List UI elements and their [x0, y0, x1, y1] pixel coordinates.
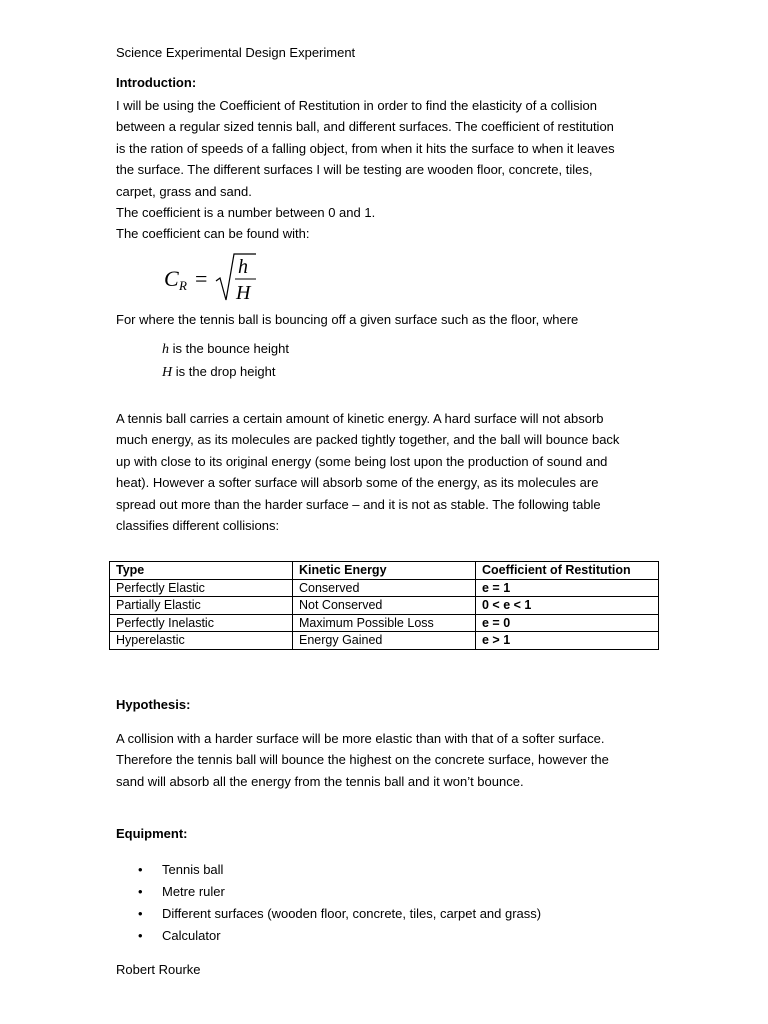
- hypothesis-line: sand will absorb all the energy from the tennis ball and it won’t bounce.: [116, 773, 524, 789]
- list-item: [116, 859, 541, 881]
- list-item: [116, 925, 541, 947]
- table-row: [110, 597, 659, 615]
- energy-line: much energy, as its molecules are packed tightly together, and the ball will bounce back: [116, 432, 620, 448]
- table-cell: Not Conserved: [293, 597, 476, 615]
- intro-line: carpet, grass and sand.: [116, 183, 252, 199]
- definition-symbol: h: [162, 342, 169, 357]
- bullet-icon: •: [138, 884, 143, 899]
- bullet-icon: •: [138, 862, 143, 877]
- intro-line: I will be using the Coefficient of Restitution in order to find the elasticity of a collision: [116, 98, 598, 113]
- formula-lhs-subscript: R: [179, 278, 187, 293]
- energy-line: spread out more than the harder surface – and it is not as stable. The following table: [116, 496, 601, 512]
- energy-line: up with close to its original energy (some being lost upon the production of sound and: [116, 453, 608, 469]
- author-name: Robert Rourke: [116, 962, 201, 977]
- equipment-item: Metre ruler: [162, 884, 225, 899]
- kinetic-energy-paragraph: [116, 408, 656, 536]
- intro-line: the surface. The different surfaces I will be testing are wooden floor, concrete, tiles,: [116, 162, 593, 178]
- table-header: Kinetic Energy: [293, 562, 476, 580]
- equipment-item: Calculator: [162, 928, 221, 943]
- equipment-heading: Equipment:: [116, 826, 188, 841]
- table-cell: e > 1: [476, 632, 659, 650]
- energy-line: classifies different collisions:: [116, 518, 280, 534]
- table-header: Coefficient of Restitution: [476, 562, 659, 580]
- table-cell: Conserved: [293, 579, 476, 597]
- energy-line: A tennis ball carries a certain amount of kinetic energy. A hard surface will not absorb: [116, 411, 604, 426]
- intro-line: The coefficient is a number between 0 and 1.: [116, 205, 376, 221]
- hypothesis-heading: Hypothesis:: [116, 697, 191, 712]
- table-cell: e = 0: [476, 614, 659, 632]
- document-title: Science Experimental Design Experiment: [116, 45, 356, 60]
- definition-text: is the bounce height: [169, 341, 289, 356]
- bullet-icon: •: [138, 928, 143, 943]
- table-row: [110, 632, 659, 650]
- table-cell: e = 1: [476, 579, 659, 597]
- hypothesis-paragraph: [116, 728, 656, 792]
- formula-denominator: H: [236, 282, 251, 304]
- definition-drop-height: [162, 364, 275, 381]
- table-cell: 0 < e < 1: [476, 597, 659, 615]
- table-cell: Partially Elastic: [110, 597, 293, 615]
- table-cell: Maximum Possible Loss: [293, 614, 476, 632]
- table-row: [110, 614, 659, 632]
- table-header-row: [110, 562, 659, 580]
- definition-text: is the drop height: [172, 364, 276, 379]
- restitution-formula: [164, 250, 274, 306]
- intro-line: The coefficient can be found with:: [116, 226, 310, 242]
- list-item: [116, 903, 541, 925]
- list-item: [116, 881, 541, 903]
- introduction-heading: Introduction:: [116, 75, 197, 90]
- table-cell: Energy Gained: [293, 632, 476, 650]
- formula-lhs: C: [164, 266, 179, 291]
- table-cell: Perfectly Elastic: [110, 579, 293, 597]
- introduction-paragraph: [116, 95, 656, 245]
- collision-table: [109, 561, 659, 650]
- equipment-item: Different surfaces (wooden floor, concrete, tiles, carpet and grass): [162, 906, 542, 921]
- formula-numerator: h: [238, 256, 248, 278]
- hypothesis-line: Therefore the tennis ball will bounce the highest on the concrete surface, however the: [116, 752, 609, 768]
- table-cell: Hyperelastic: [110, 632, 293, 650]
- table-cell: Perfectly Inelastic: [110, 614, 293, 632]
- definition-symbol: H: [162, 365, 173, 380]
- hypothesis-line: A collision with a harder surface will be more elastic than with that of a softer surface.: [116, 731, 605, 746]
- bullet-icon: •: [138, 906, 143, 921]
- formula-context: For where the tennis ball is bouncing off a given surface such as the floor, where: [116, 312, 579, 327]
- intro-line: between a regular sized tennis ball, and different surfaces. The coefficient of restitution: [116, 119, 614, 135]
- definition-bounce-height: [162, 341, 289, 358]
- equipment-item: Tennis ball: [162, 862, 224, 877]
- formula-equals: =: [195, 266, 208, 291]
- equipment-list: [116, 859, 541, 947]
- intro-line: is the ration of speeds of a falling object, from when it hits the surface to when it leaves: [116, 140, 615, 156]
- energy-line: heat). However a softer surface will absorb some of the energy, as its molecules are: [116, 475, 599, 491]
- table-header: Type: [110, 562, 293, 580]
- table-row: [110, 579, 659, 597]
